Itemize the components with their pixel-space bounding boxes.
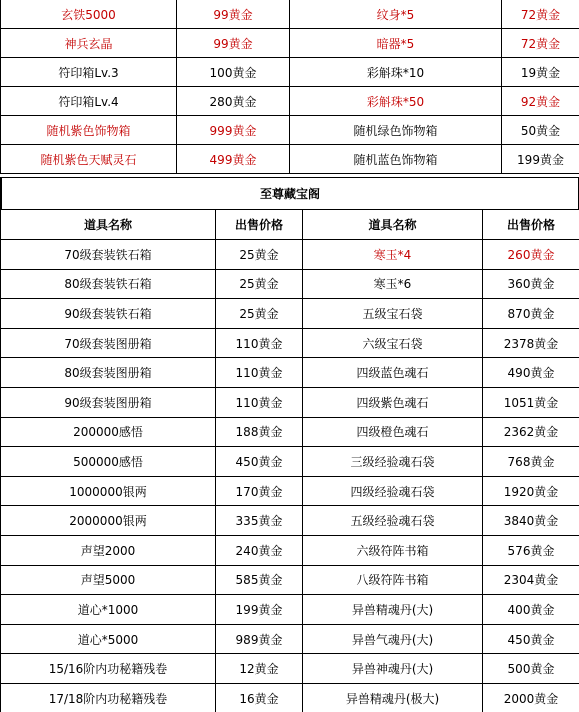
header-price: 出售价格 (483, 210, 579, 240)
treasure-pavilion-table (0, 209, 579, 712)
item-name-cell: 三级经验魂石袋 (303, 447, 483, 477)
item-name-cell: 纹身*5 (290, 0, 502, 29)
price-cell: 99黄金 (177, 0, 290, 29)
price-cell: 335黄金 (216, 506, 303, 536)
item-name-cell: 暗器*5 (290, 29, 502, 58)
item-name-cell: 符印箱Lv.4 (1, 87, 177, 116)
item-name-cell: 200000感悟 (1, 417, 216, 447)
price-cell: 400黄金 (483, 595, 579, 625)
item-name-cell: 神兵玄晶 (1, 29, 177, 58)
price-cell: 870黄金 (483, 299, 579, 329)
item-name-cell: 70级套装图册箱 (1, 328, 216, 358)
table-row (1, 595, 579, 625)
price-cell: 12黄金 (216, 654, 303, 684)
item-name-cell: 异兽神魂丹(大) (303, 654, 483, 684)
item-name-cell: 五级经验魂石袋 (303, 506, 483, 536)
price-cell: 110黄金 (216, 387, 303, 417)
item-name-cell: 六级宝石袋 (303, 328, 483, 358)
price-cell: 100黄金 (177, 58, 290, 87)
table-row (1, 654, 579, 684)
price-cell: 360黄金 (483, 269, 579, 299)
item-name-cell: 异兽气魂丹(大) (303, 624, 483, 654)
header-item-name: 道具名称 (1, 210, 216, 240)
price-cell: 25黄金 (216, 240, 303, 270)
price-cell: 240黄金 (216, 535, 303, 565)
item-name-cell: 寒玉*6 (303, 269, 483, 299)
price-cell: 999黄金 (177, 116, 290, 145)
table-row (1, 447, 579, 477)
item-name-cell: 70级套装铁石箱 (1, 240, 216, 270)
table-row (1, 417, 579, 447)
top-price-table (0, 0, 579, 174)
item-name-cell: 符印箱Lv.3 (1, 58, 177, 87)
price-cell: 490黄金 (483, 358, 579, 388)
table-row (1, 299, 579, 329)
table-row (1, 624, 579, 654)
price-cell: 92黄金 (502, 87, 579, 116)
price-cell: 260黄金 (483, 240, 579, 270)
price-cell: 25黄金 (216, 269, 303, 299)
item-name-cell: 1000000银两 (1, 476, 216, 506)
price-cell: 499黄金 (177, 145, 290, 174)
top-table-row (1, 116, 579, 145)
table-header-row (1, 210, 579, 240)
item-name-cell: 彩斛珠*50 (290, 87, 502, 116)
price-cell: 199黄金 (216, 595, 303, 625)
item-name-cell: 道心*1000 (1, 595, 216, 625)
top-table-row (1, 87, 579, 116)
price-cell: 2378黄金 (483, 328, 579, 358)
price-cell: 2362黄金 (483, 417, 579, 447)
item-name-cell: 15/16阶内功秘籍残卷 (1, 654, 216, 684)
price-cell: 2000黄金 (483, 683, 579, 712)
price-cell: 500黄金 (483, 654, 579, 684)
item-name-cell: 500000感悟 (1, 447, 216, 477)
item-name-cell: 五级宝石袋 (303, 299, 483, 329)
price-cell: 768黄金 (483, 447, 579, 477)
item-name-cell: 异兽精魂丹(大) (303, 595, 483, 625)
table-row (1, 240, 579, 270)
item-name-cell: 六级符阵书箱 (303, 535, 483, 565)
top-table-row (1, 29, 579, 58)
item-name-cell: 四级蓝色魂石 (303, 358, 483, 388)
price-cell: 199黄金 (502, 145, 579, 174)
price-cell: 72黄金 (502, 0, 579, 29)
price-cell: 19黄金 (502, 58, 579, 87)
table-row (1, 387, 579, 417)
item-name-cell: 道心*5000 (1, 624, 216, 654)
section-title: 至尊藏宝阁 (0, 177, 579, 210)
header-item-name: 道具名称 (303, 210, 483, 240)
top-table-row (1, 145, 579, 174)
price-cell: 170黄金 (216, 476, 303, 506)
item-name-cell: 异兽精魂丹(极大) (303, 683, 483, 712)
price-cell: 110黄金 (216, 358, 303, 388)
price-cell: 72黄金 (502, 29, 579, 58)
item-name-cell: 玄铁5000 (1, 0, 177, 29)
item-name-cell: 80级套装图册箱 (1, 358, 216, 388)
table-row (1, 476, 579, 506)
table-row (1, 506, 579, 536)
price-cell: 50黄金 (502, 116, 579, 145)
table-row (1, 269, 579, 299)
header-price: 出售价格 (216, 210, 303, 240)
item-name-cell: 随机绿色饰物箱 (290, 116, 502, 145)
item-name-cell: 八级符阵书箱 (303, 565, 483, 595)
top-table-row (1, 58, 579, 87)
price-cell: 3840黄金 (483, 506, 579, 536)
price-cell: 280黄金 (177, 87, 290, 116)
item-name-cell: 声望5000 (1, 565, 216, 595)
item-name-cell: 彩斛珠*10 (290, 58, 502, 87)
item-name-cell: 寒玉*4 (303, 240, 483, 270)
item-name-cell: 四级紫色魂石 (303, 387, 483, 417)
price-cell: 585黄金 (216, 565, 303, 595)
item-name-cell: 17/18阶内功秘籍残卷 (1, 683, 216, 712)
table-row (1, 565, 579, 595)
item-name-cell: 随机蓝色饰物箱 (290, 145, 502, 174)
price-cell: 188黄金 (216, 417, 303, 447)
price-cell: 576黄金 (483, 535, 579, 565)
price-cell: 1051黄金 (483, 387, 579, 417)
price-cell: 99黄金 (177, 29, 290, 58)
item-name-cell: 四级橙色魂石 (303, 417, 483, 447)
item-name-cell: 2000000银两 (1, 506, 216, 536)
price-cell: 1920黄金 (483, 476, 579, 506)
price-cell: 989黄金 (216, 624, 303, 654)
table-row (1, 535, 579, 565)
price-cell: 16黄金 (216, 683, 303, 712)
table-row (1, 358, 579, 388)
item-name-cell: 90级套装图册箱 (1, 387, 216, 417)
top-table-row (1, 0, 579, 29)
price-cell: 2304黄金 (483, 565, 579, 595)
price-cell: 25黄金 (216, 299, 303, 329)
item-name-cell: 随机紫色饰物箱 (1, 116, 177, 145)
item-name-cell: 声望2000 (1, 535, 216, 565)
price-cell: 110黄金 (216, 328, 303, 358)
price-cell: 450黄金 (483, 624, 579, 654)
item-name-cell: 80级套装铁石箱 (1, 269, 216, 299)
item-name-cell: 随机紫色天赋灵石 (1, 145, 177, 174)
table-row (1, 328, 579, 358)
table-row (1, 683, 579, 712)
item-name-cell: 90级套装铁石箱 (1, 299, 216, 329)
item-name-cell: 四级经验魂石袋 (303, 476, 483, 506)
price-cell: 450黄金 (216, 447, 303, 477)
